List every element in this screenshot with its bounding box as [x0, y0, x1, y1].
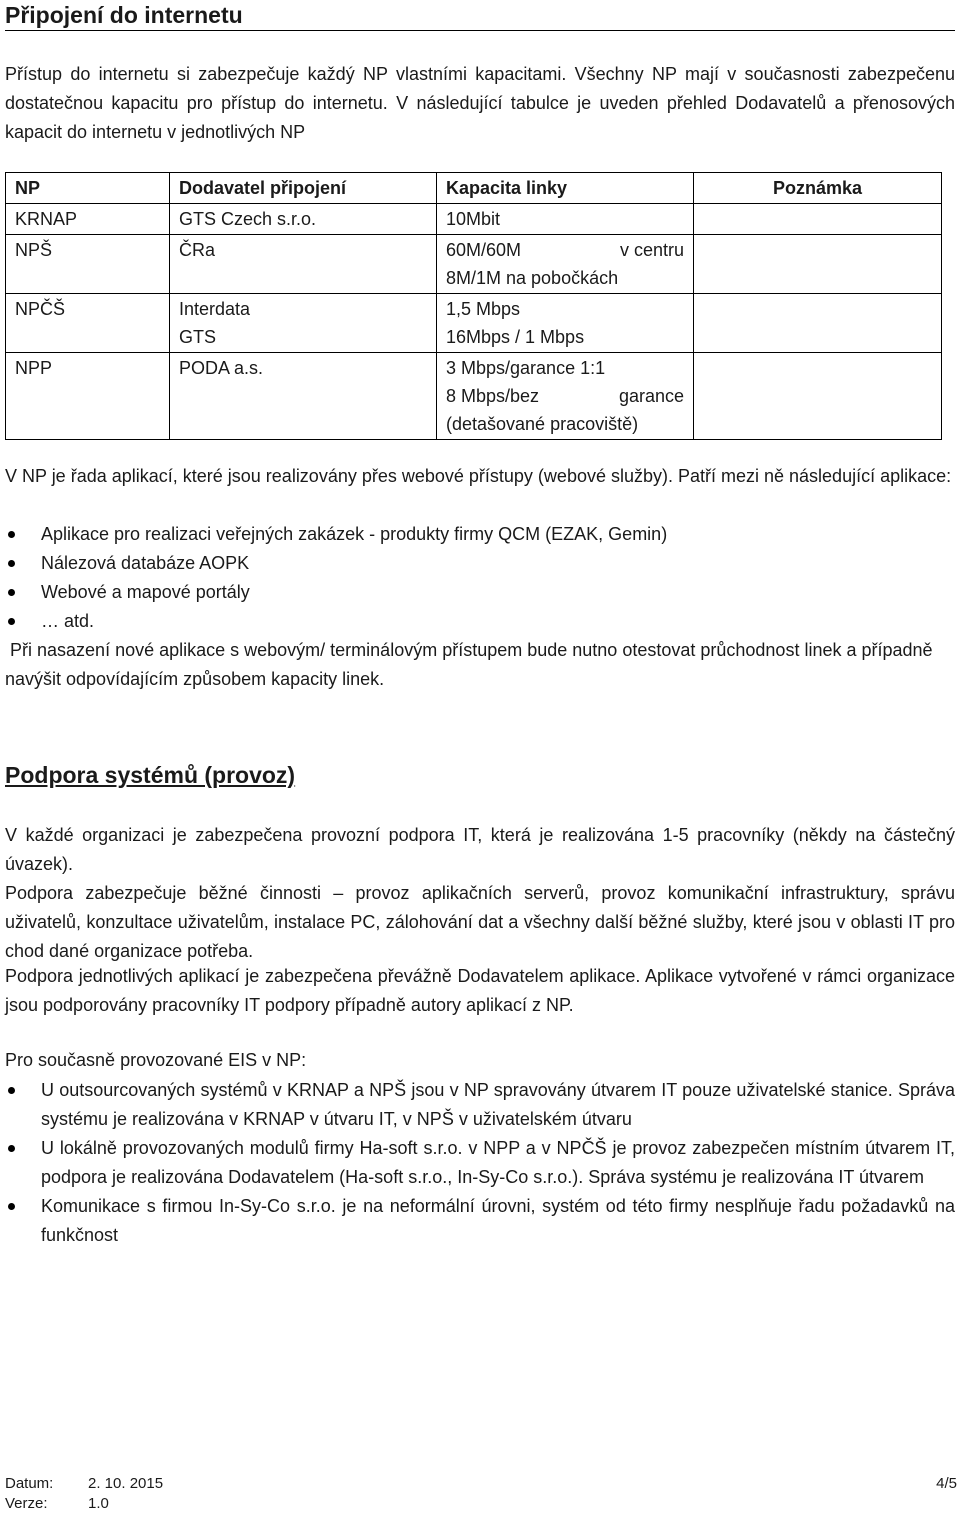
column-header: Dodavatel připojení	[170, 173, 437, 204]
column-header: Kapacita linky	[437, 173, 694, 204]
footer-date-row	[5, 1474, 957, 1494]
date-value: 2. 10. 2015	[88, 1475, 164, 1492]
capacity-cell	[437, 204, 694, 235]
list-item: Komunikace s firmou In-Sy-Co s.r.o. je na neformální úrovni, systém od této firmy nesplňuje řadu požadavků na funkčnost	[0, 1192, 955, 1250]
column-header: NP	[6, 173, 170, 204]
table-row	[6, 294, 942, 353]
capacity-fragment: garance	[618, 386, 684, 406]
np-cell: NPŠ	[6, 235, 170, 294]
capacity-table	[5, 172, 942, 440]
np-cell: KRNAP	[6, 204, 170, 235]
intro-paragraph: Přístup do internetu si zabezpečuje každý NP vlastními kapacitami. Všechny NP mají v současnosti zabezpečenu dostatečnou kapacitu pro přístup do internetu. V následující tabulce je uveden přehled Dodavatelů a přenosových kapacit do internetu v jednotlivých NP	[5, 64, 955, 142]
column-header: Poznámka	[694, 173, 942, 204]
capacity-line: 1,5 Mbps	[446, 299, 521, 319]
list-item: U lokálně provozovaných modulů firmy Ha-soft s.r.o. v NPP a v NPČŠ je provoz zabezpečen místním útvarem IT, podpora je realizována Dodavatelem (Ha-soft s.r.o., In-Sy-Co s.r.o.). Správa systému je realizována IT útvarem	[0, 1134, 955, 1192]
note-cell	[694, 294, 942, 353]
section-heading-internet: Připojení do internetu	[5, 0, 955, 31]
provider-cell	[170, 294, 437, 353]
provider-cell	[170, 235, 437, 294]
capacity-line: (detašované pracoviště)	[446, 414, 639, 434]
capacity-cell	[437, 294, 694, 353]
provider-line: GTS	[179, 327, 217, 347]
list-item: U outsourcovaných systémů v KRNAP a NPŠ jsou v NP spravovány útvarem IT pouze uživatelské stanice. Správa systému je realizována v KRNAP v útvaru IT, v NPŠ v uživatelském útvaru	[0, 1076, 955, 1134]
provider-cell	[170, 353, 437, 440]
note-cell	[694, 353, 942, 440]
section-heading-support: Podpora systémů (provoz)	[5, 762, 296, 788]
support-paragraph-1: V každé organizaci je zabezpečena provozní podpora IT, která je realizována 1-5 pracovníky (někdy na částečný úvazek).	[5, 825, 955, 874]
apps-list	[0, 520, 955, 636]
page-number: 4/5	[936, 1475, 957, 1492]
provider-cell	[170, 204, 437, 235]
version-value: 1.0	[88, 1495, 109, 1512]
support-paragraph-3: Podpora jednotlivých aplikací je zabezpečena převážně Dodavatelem aplikace. Aplikace vytvořené v rámci organizace jsou podporovány pracovníky IT podpory případně autory aplikací z NP.	[5, 966, 955, 1015]
capacity-line	[446, 236, 684, 264]
capacity-fragment: 8 Mbps/bez	[446, 386, 540, 406]
list-item: … atd.	[0, 607, 955, 636]
support-paragraph-2: Podpora zabezpečuje běžné činnosti – provoz aplikačních serverů, provoz komunikační infrastruktury, správu uživatelů, konzultace uživatelům, instalace PC, zálohování dat a všechny další běžné služby, které jsou v oblasti IT pro chod dané organizace potřeba.	[5, 883, 955, 961]
capacity-fragment: v centru	[619, 240, 684, 260]
apps-intro-paragraph: V NP je řada aplikací, které jsou realizovány přes webové přístupy (webové služby). Patří mezi ně následující aplikace:	[5, 466, 952, 486]
list-item: Webové a mapové portály	[0, 578, 955, 607]
list-item: Nálezová databáze AOPK	[0, 549, 955, 578]
provider-line: ČRa	[179, 240, 216, 260]
capacity-line: 16Mbps / 1 Mbps	[446, 327, 585, 347]
capacity-line: 3 Mbps/garance 1:1	[446, 358, 606, 378]
capacity-cell	[437, 235, 694, 294]
footer-version-row	[5, 1494, 957, 1514]
provider-line: GTS Czech s.r.o.	[179, 209, 317, 229]
capacity-cell	[437, 353, 694, 440]
table-row	[6, 204, 942, 235]
note-cell	[694, 235, 942, 294]
capacity-fragment: 60M/60M	[446, 240, 522, 260]
provider-line: PODA a.s.	[179, 358, 264, 378]
np-cell: NPP	[6, 353, 170, 440]
np-cell: NPČŠ	[6, 294, 170, 353]
version-label: Verze:	[5, 1495, 48, 1512]
list-item: Aplikace pro realizaci veřejných zakázek - produkty firmy QCM (EZAK, Gemin)	[0, 520, 955, 549]
apps-note-paragraph: Při nasazení nové aplikace s webovým/ terminálovým přístupem bude nutno otestovat průchodnost linek a případně navýšit odpovídajícím způsobem kapacity linek.	[5, 640, 938, 689]
capacity-line: 10Mbit	[446, 209, 501, 229]
table-header-row	[6, 173, 942, 204]
eis-intro: Pro současně provozované EIS v NP:	[5, 1050, 307, 1070]
capacity-line	[446, 382, 684, 410]
provider-line: Interdata	[179, 299, 251, 319]
note-cell	[694, 204, 942, 235]
eis-list	[0, 1076, 955, 1250]
table-row	[6, 353, 942, 440]
table-row	[6, 235, 942, 294]
capacity-line: 8M/1M na pobočkách	[446, 268, 619, 288]
date-label: Datum:	[5, 1475, 54, 1492]
page-footer	[5, 1474, 957, 1514]
